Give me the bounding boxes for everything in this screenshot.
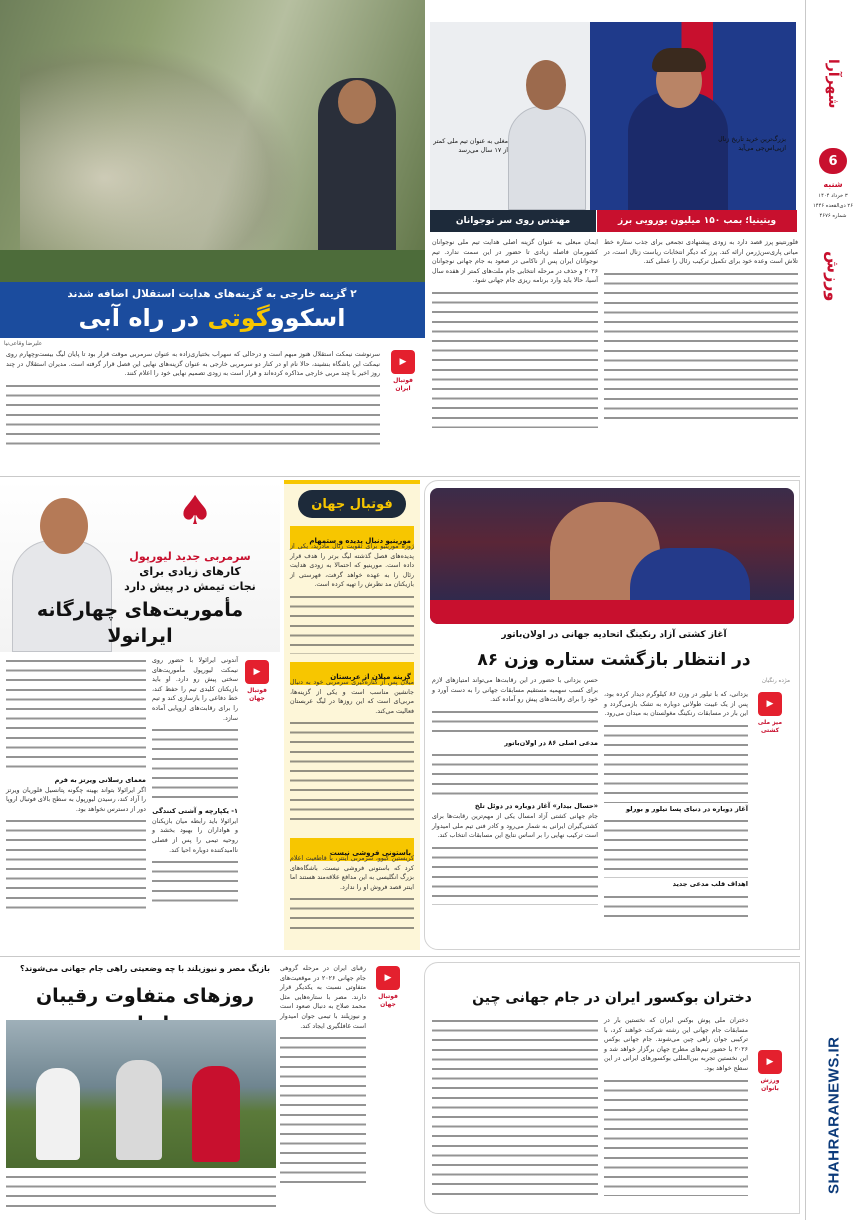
fw-item2-lines — [290, 718, 414, 826]
fw-item3-body — [290, 854, 414, 950]
boxing-title: دختران بوکسور ایران در جام جهانی چین — [472, 990, 752, 1006]
blur-runners — [20, 40, 300, 270]
wrestling-logo — [752, 692, 788, 735]
date-line-1: ۳ خرداد ۱۴۰۴ — [818, 193, 848, 199]
liverpool-col2-lines-a — [6, 656, 146, 774]
wrestling-col-left-lines-b — [432, 750, 598, 800]
wrestling-subhead-3: آغاز دوباره در دنیای پسا تیلور و بورلو — [625, 804, 748, 813]
rivals-player-2 — [116, 1060, 162, 1160]
coach-body-text-span: ایمان مبعلی به عنوان گزینه اصلی هدایت تیم ملی نوجوانان کشورمان فاصله زیادی تا حضور در این سمت ندارد. تیم نوجوانان ایران پس از ناکامی در صعود به جام جهانی نوجوانان ۲۰۲۶ و حذف در مرحله انتخابی جام ملت‌های کمتر از هفده سال آسیا، حالا باید وارد برنامه ریزی جام جهانی شود. — [432, 239, 598, 285]
rivals-body-2 — [6, 1172, 276, 1214]
boxing-logo — [752, 1050, 788, 1093]
website-url[interactable] — [818, 1020, 850, 1210]
wrestling-logo-icon: ▶ — [758, 692, 782, 716]
fw-item2-body-text: میلان پس از کناره‌گیری سرمربی خود به دنبال جانشین مناسب است و یکی از گزینه‌ها، مربی‌ای است که این روزها در لیگ عربستان فعالیت می‌کند. — [290, 679, 414, 715]
liverpool-body-1-lines — [152, 725, 238, 805]
wrestling-photo — [430, 488, 794, 624]
wrestling-col-left — [432, 676, 598, 946]
wrestling-subhead-2: «حسال بیدار» آغاز دوباره در دوئل تلخ — [474, 802, 598, 811]
boxing-logo-icon: ▶ — [758, 1050, 782, 1074]
liverpool-body-2-text: ایرائولا باید رابطه میان بازیکنان و هواداران را بهبود بخشد و روحیه تیمی را پس از فصلی ناامیدکننده دوباره احیا کند. — [152, 817, 238, 854]
fw-item2-body — [290, 678, 414, 838]
rivals-body-lines-a — [280, 1033, 366, 1183]
caption-player: بزرگ‌ترین خرید تاریخ زنال ازپی‌اس‌جی می‌آید — [718, 136, 786, 152]
coach-photo — [430, 22, 590, 210]
player-hair — [652, 48, 706, 72]
section-logo — [814, 236, 852, 316]
esteghlal-logo-icon: ▶ — [391, 350, 415, 374]
wrestling-body-3-text: جام جهانی کشتی آزاد امسال یکی از مهم‌ترین رقابت‌ها برای کشتی‌گیران ایرانی به شمار می‌رود و کادر فنی تیم ملی امیدوار است ترکیب نهایی را بر اساس نتایج این مسابقات انتخاب کند. — [432, 812, 598, 840]
boxing-col-left-lines — [432, 1016, 598, 1202]
masthead-logo — [812, 48, 854, 120]
label-coach-text: مهندس روی سر نوجوانان — [455, 216, 571, 226]
esteghlal-logo-label: فوتبال ایران — [393, 377, 413, 392]
issue-number: شماره ۴۶۷۶ — [819, 213, 847, 219]
liverpool-body-3-text: اگر ایرائولا بتواند بهینه چگونه پتانسیل فلوریان ویرتز را آزاد کند، رسیدن لیورپول به سطح بالای فوتبال اروپا دور از دسترس نخواهد بود. — [6, 786, 146, 813]
title-part-d: در راه آبی — [78, 304, 208, 332]
liverpool-body-2 — [6, 656, 146, 936]
vitinha-body-text: فلورنتینو پرز قصد دارد به زودی پیشنهادی تجمعی برای جذب ستاره خط میانی پاری‌سن‌ژرمن ارائه کند. پرز که دیگر انتخابات ریاست زنال است، در تلاش است وعده خود برای تکمیل ترکیب رئال را عملی کند. — [604, 239, 798, 266]
rivals-player-3 — [192, 1066, 240, 1162]
wrestling-subhead-4: اهداف قلب مدعی جدید — [672, 880, 748, 889]
rivals-body-text: رقبای ایران در مرحله گروهی جام جهانی ۲۰۲۶ در موقعیت‌های متفاوتی نسبت به یکدیگر قرار دارند. مصر با ستاره‌هایی مثل محمد صلاح به دنبال صعود است و نیوزیلند با تیمی جوان امیدوار است غافلگیری ایجاد کند. — [280, 965, 366, 1030]
fw-item3-title-text: باستونی فروشی نیست — [329, 849, 411, 857]
label-coach — [430, 210, 596, 232]
esteghlal-body — [6, 350, 380, 470]
fw-item1-body — [290, 542, 414, 662]
esteghlal-headline-box — [0, 282, 425, 338]
wrestling-title: در انتظار بازگشت ستاره وزن ۸۶ — [477, 650, 751, 670]
liverpool-col2-lines-b — [6, 816, 146, 914]
date-line-2: ۲۶ ذی‌القعده ۱۴۴۶ — [813, 203, 853, 209]
liverpool-logo-label: فوتبال جهان — [247, 687, 267, 702]
liverpool-kicker-3: نجات تیمش در پیش دارد — [124, 580, 256, 593]
page-number-badge — [819, 148, 847, 174]
turf-strip — [0, 250, 425, 282]
fw-item2-title-text: گزینه میلان از عربستان — [330, 673, 411, 681]
wrestling-caption: آغاز کشتی آزاد رنکینگ اتحادیه جهانی در اولان‌باتور — [501, 630, 727, 640]
football-world-column — [284, 480, 420, 950]
boxing-col-right-lines — [604, 1076, 748, 1196]
vitinha-body — [604, 238, 798, 458]
wrestling-col-right-lines-a — [604, 721, 748, 803]
wrestling-byline: مژده رنگیان — [761, 678, 790, 684]
esteghlal-logo — [386, 350, 420, 393]
boxing-col-right — [604, 1016, 748, 1208]
esteghlal-title — [7, 304, 417, 332]
football-world-header-text: فوتبال جهان — [311, 496, 393, 512]
wrestling-logo-label: میز ملی کشتی — [757, 719, 783, 734]
row2-divider — [0, 956, 800, 957]
wrestling-col-left-lines-a — [432, 707, 598, 737]
wrestling-subhead-1: مدعی اصلی ۸۶ در اولان‌باتور — [504, 738, 598, 747]
section-logo-text: ورزش — [823, 250, 843, 302]
coach-body — [508, 106, 586, 210]
caption-coach: مغلی به عنوان تیم ملی کمتر از ۱۷ سال می‌رسد — [433, 138, 508, 154]
fw-item3-lines — [290, 894, 414, 934]
page-number: 6 — [828, 153, 838, 169]
rivals-logo-label: فوتبال جهان — [378, 993, 398, 1008]
coach-body-text — [432, 238, 598, 458]
rivals-logo-icon: ▶ — [376, 966, 400, 990]
wrestling-col-right — [604, 690, 748, 946]
wrestling-col-left-lines-c — [432, 843, 598, 905]
liverpool-subhead-1: ۱- یکپارچه و آشتی کنندگی — [152, 807, 238, 816]
vitinha-photo — [588, 22, 796, 210]
liverpool-body-1 — [152, 656, 238, 936]
boxing-body-text: دختران ملی پوش بوکس ایران که نخستین بار در مسابقات جام جهانی این رشته شرکت خواهند کرد، با ترکیبی جوان راهی چین می‌شوند. جام جهانی بوکس ۲۰۲۶ با حضور تیم‌های مطرح جهان برگزار خواهد شد و این نخستین تجربه بین‌المللی بوکسورهای ایرانی در این سطح خواهد بود. — [604, 1017, 748, 1072]
rivals-player-1 — [36, 1068, 80, 1160]
manager-head — [40, 498, 88, 554]
rivals-photo — [6, 1020, 276, 1168]
fw-item1-title-text: مورینیو دنبال پدیده و ستمهام — [309, 537, 411, 545]
wrestling-mat — [430, 600, 794, 624]
masthead-divider — [805, 0, 806, 1220]
fw-item1-body-text: ژوزه مورینیو برای تقویت رئال مادرید، یکی از پدیده‌های فصل گذشته لیگ برتر را هدف قرار داده است. مورینیو که احتمالا به زودی هدایت رئال را به عهده خواهد گرفت، فهرستی از بازیکنان مد نظرش را تهیه کرده است. — [290, 543, 414, 589]
esteghlal-body-text: سرنوشت نیمکت استقلال هنوز مبهم است و درحالی که سهراب بختیاری‌زاده به عنوان سرمربی موقت قرار بود تا پایان لیگ بیست‌وچهارم روی نیمکت این باشگاه بنشیند، حالا نام او در کنار دو سرمربی خارجی به عنوان گزینه‌های نهایی این فصل قرار گرفته است. مدیران استقلال در چند روز اخیر با چند مربی خارجی مذاکره کرده‌اند و قرار است به زودی تصمیم نهایی خود را اعلام کنند. — [6, 351, 380, 378]
boxing-logo-label: ورزش بانوان — [760, 1077, 780, 1092]
esteghlal-body-lines — [6, 381, 380, 449]
rivals-logo — [370, 966, 406, 1009]
esteghlal-photo — [0, 0, 425, 282]
title-part-a: اسکو — [284, 304, 346, 332]
liverpool-kicker-1: سرمربی جدید لیورپول — [129, 550, 251, 563]
esteghlal-subtitle: ۲ گزینه خارجی به گزینه‌های هدایت استقلال اضافه شدند — [67, 288, 357, 300]
wrestling-col-right-lines-c — [604, 892, 748, 922]
liverpool-body-1-text: آندونی ایرائولا با حضور روی نیمکت لیورپول مأموریت‌های سختی پیش رو دارد. او باید بازیکنان کلیدی تیم را حفظ کند، خط دفاعی را بازسازی کند و تیم را برای رقابت‌های اروپایی آماده سازد. — [152, 657, 238, 722]
fw-item3-body-text: کریستین کیوو، سرمربی اینتر، با قاطعیت اعلام کرد که باستونی فروشی نیست. باشگاه‌های بزرگ انگلیسی به این مدافع علاقه‌مند هستند اما اینتر قصد فروش او را ندارد. — [290, 855, 414, 891]
title-part-b: و — [269, 304, 285, 332]
vitinha-body-lines — [604, 269, 798, 419]
day-label: شنبه — [823, 180, 843, 189]
logo-text: شهرآرا — [825, 59, 841, 109]
wrestling-col-right-lines-b — [604, 816, 748, 878]
liverpool-logo-icon: ▶ — [245, 660, 269, 684]
coach-head-2 — [526, 60, 566, 110]
coach-head — [338, 80, 376, 124]
coach-body-lines — [432, 288, 598, 428]
liverpool-logo — [240, 660, 274, 703]
rivals-body-lines-b — [6, 1172, 276, 1210]
liverpool-kicker-2: کارهای زیادی برای — [139, 565, 241, 578]
liverpool-title: مأموریت‌های چهارگانه ایرانولا — [36, 599, 244, 647]
liverbird-icon: ♠ — [177, 488, 213, 534]
fw-item1-lines — [290, 592, 414, 654]
label-vitinha-text: ویتینیا؛ بمب ۱۵۰ میلیون یورویی برز — [617, 216, 777, 226]
liverpool-body-2-lines — [152, 857, 238, 905]
rivals-title: روزهای متفاوت رقیبان — [35, 985, 255, 1007]
wrestling-body-1-text: یزدانی، که با تیلور در وزن ۸۶ کیلوگرم دیدار کرده بود، پس از یک غیبت طولانی دوباره به تشک بازمی‌گردد و این بار در مسابقات رنکینگ مغولستان به میدان می‌رود. — [604, 691, 749, 718]
masthead-strip — [808, 0, 858, 1220]
title-part-c: گوتی — [207, 304, 270, 332]
website-text: SHAHRARANEWS.IR — [825, 1036, 843, 1194]
row1-divider — [0, 476, 800, 477]
label-vitinha — [597, 210, 797, 232]
rivals-kicker: بازیگ مصر و نیوزیلند با چه وضعیتی راهی جام جهانی می‌شوند؟ — [20, 964, 270, 973]
boxing-col-left — [432, 1016, 598, 1208]
esteghlal-byline: علیرضا وقاعی‌نیا — [4, 341, 43, 347]
rivals-body — [280, 964, 366, 1214]
wrestling-body-2-text: حسن یزدانی با حضور در این رقابت‌ها می‌تواند امتیازهای لازم برای کسب سهمیه مستقیم مسابقات جهانی را به دست آورد و خود را برای رقابت‌های پیش رو آماده کند. — [432, 677, 598, 704]
football-world-header — [298, 490, 406, 518]
liverpool-subhead-2: معمای رسلانی ویرتز به فرم — [54, 776, 146, 784]
